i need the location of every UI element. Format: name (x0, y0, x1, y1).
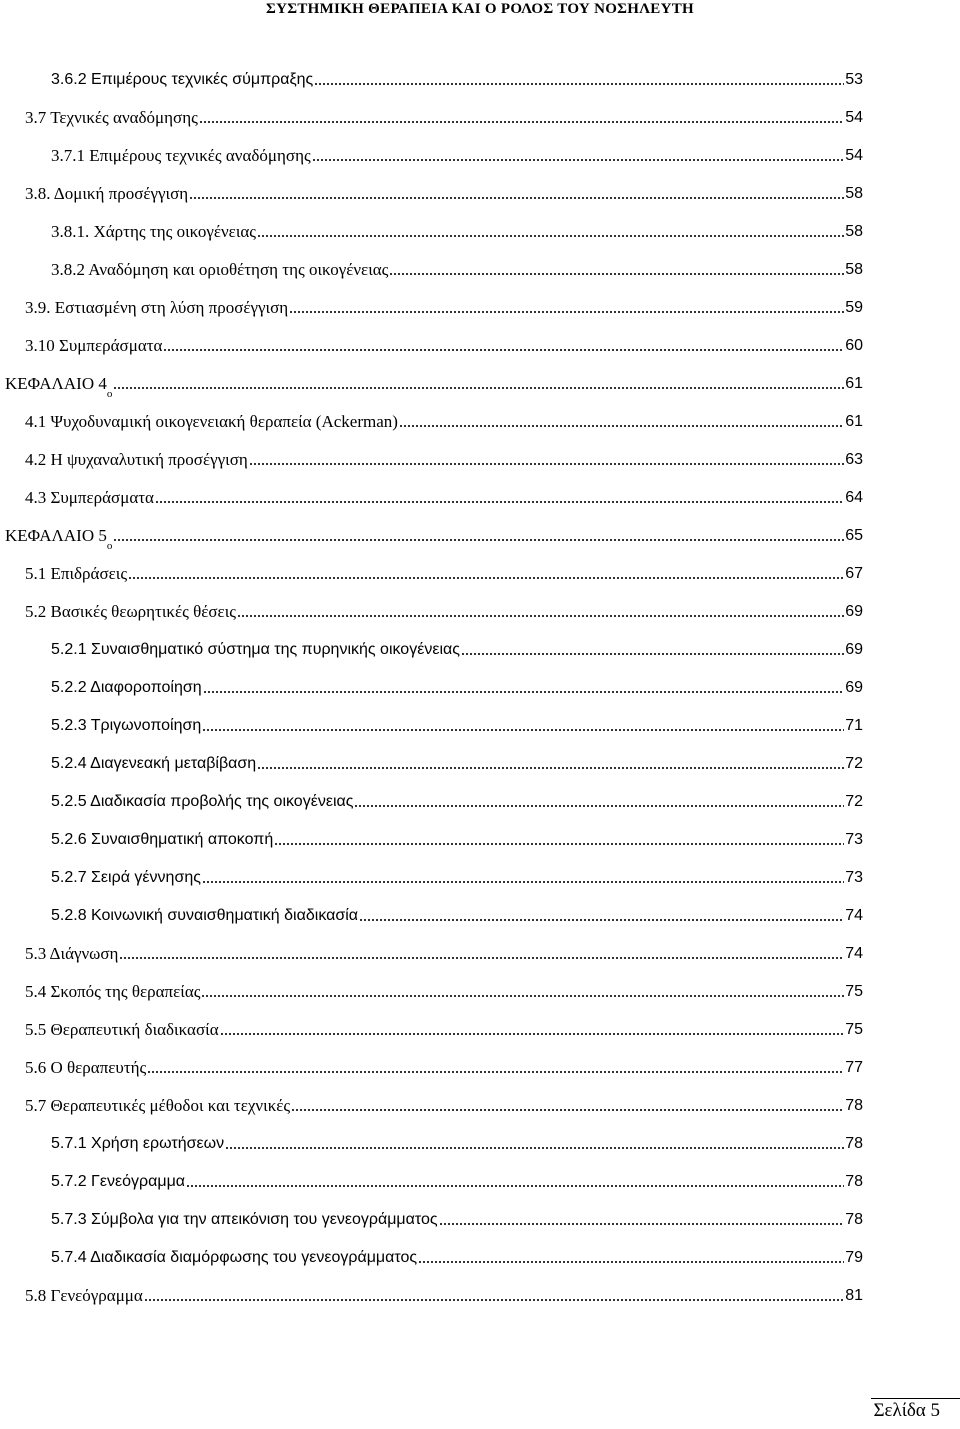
toc-entry-label: 4.3 Συμπεράσματα (25, 488, 154, 507)
toc-entry-page: 64 (845, 489, 863, 506)
toc-entry-label: 5.2.8 Κοινωνική συναισθηματική διαδικασία (51, 907, 359, 924)
toc-entry-page: 69 (845, 679, 863, 696)
toc-entry[interactable] (51, 750, 863, 774)
dot-leader (418, 1260, 844, 1264)
toc-entry[interactable] (51, 1244, 863, 1268)
dot-leader (312, 158, 845, 162)
toc-entry[interactable] (25, 332, 863, 356)
toc-entry[interactable]: ΚΕΦΑΛΑΙΟ 5 ο 65 (5, 526, 863, 552)
toc-entry-page: 75 (845, 1021, 863, 1038)
toc-entry-label: 5.2.1 Συναισθηματικό σύστημα της πυρηνικής οικογένειας (51, 641, 460, 658)
toc-entry-page: 65 (845, 527, 863, 544)
toc-entry-page: 69 (845, 641, 863, 658)
toc-entry-label: 4.2 Η ψυχαναλυτική προσέγγιση (25, 450, 248, 469)
dot-leader (439, 1222, 845, 1226)
toc-entry[interactable] (51, 636, 863, 660)
toc-entry[interactable] (51, 902, 863, 926)
toc-entry-page: 79 (845, 1249, 863, 1266)
toc-entry[interactable] (25, 180, 863, 204)
toc-entry-page: 63 (845, 451, 863, 468)
toc-entry-page: 78 (845, 1097, 863, 1114)
toc-entry-label: 3.8. Δομική προσέγγιση (25, 184, 189, 203)
toc-entry-page: 67 (845, 565, 863, 582)
toc-entry-page: 78 (845, 1173, 863, 1190)
dot-leader (163, 348, 844, 352)
toc-entry-page: 69 (845, 603, 863, 620)
toc-entry-label: 5.2.3 Τριγωνοποίηση (51, 717, 202, 734)
toc-entry[interactable] (51, 674, 863, 698)
toc-entry-label: 5.2 Βασικές θεωρητικές θέσεις (25, 602, 236, 621)
dot-leader (291, 1108, 844, 1112)
toc-entry-page: 74 (845, 907, 863, 924)
toc-entry[interactable] (51, 864, 863, 888)
toc-entry[interactable] (51, 826, 863, 850)
toc-entry-label: 5.2.5 Διαδικασία προβολής της οικογένειας (51, 793, 354, 810)
toc-entry[interactable] (25, 104, 863, 128)
dot-leader (359, 918, 844, 922)
dot-leader (389, 272, 844, 276)
dot-leader (203, 690, 845, 694)
toc-entry-page: 78 (845, 1211, 863, 1228)
toc-entry-label: 3.6.2 Επιμέρους τεχνικές σύμπραξης (51, 71, 314, 88)
toc-entry-label: 5.6 Ο θεραπευτής (25, 1058, 147, 1077)
dot-leader (225, 1146, 844, 1150)
toc-entry-page: 74 (845, 945, 863, 962)
toc-entry[interactable] (51, 256, 863, 280)
dot-leader (202, 728, 844, 732)
toc-entry-label: 5.7.2 Γενεόγραμμα (51, 1173, 186, 1190)
toc-entry-label: 3.9. Εστιασμένη στη λύση προσέγγιση (25, 298, 289, 317)
toc-entry-label: 5.7.4 Διαδικασία διαμόρφωσης του γενεογράμματος (51, 1249, 418, 1266)
toc-entry-label: 5.2.6 Συναισθηματική αποκοπή (51, 831, 274, 848)
toc-entry-label: ΚΕΦΑΛΑΙΟ 5 (5, 526, 107, 545)
toc-entry-page: 73 (845, 831, 863, 848)
toc-entry-page: 61 (845, 375, 863, 392)
dot-leader (202, 880, 844, 884)
dot-leader (155, 500, 844, 504)
toc-entry[interactable] (25, 408, 863, 432)
toc-entry[interactable] (51, 66, 863, 90)
toc-entry[interactable] (25, 1092, 863, 1116)
toc-entry[interactable] (25, 560, 863, 584)
toc-entry-label: 3.7.1 Επιμέρους τεχνικές αναδόμησης (51, 146, 311, 165)
toc-entry-page: 60 (845, 337, 863, 354)
dot-leader (128, 576, 844, 580)
dot-leader (220, 1032, 845, 1036)
toc-entry-label: 4.1 Ψυχοδυναμική οικογενειακή θεραπεία (Ackerman) (25, 412, 398, 431)
toc-entry-page: 54 (845, 147, 863, 164)
toc-entry-label: 5.2.4 Διαγενεακή μεταβίβαση (51, 755, 257, 772)
toc-entry[interactable] (51, 1168, 863, 1192)
toc-entry-label: ΚΕΦΑΛΑΙΟ 4 (5, 374, 107, 393)
dot-leader (201, 994, 844, 998)
dot-leader (249, 462, 844, 466)
toc-entry[interactable] (25, 598, 863, 622)
dot-leader (199, 120, 844, 124)
toc-entry-label: 5.2.2 Διαφοροποίηση (51, 679, 202, 696)
dot-leader (314, 82, 844, 86)
toc-entry-page: 53 (845, 71, 863, 88)
toc-entry-label: 3.8.1. Χάρτης της οικογένειας (51, 222, 257, 241)
toc-entry[interactable] (25, 446, 863, 470)
toc-entry-page: 61 (845, 413, 863, 430)
toc-entry-page: 59 (845, 299, 863, 316)
toc-entry-label: 5.5 Θεραπευτική διαδικασία (25, 1020, 219, 1039)
toc-entry-page: 58 (845, 185, 863, 202)
toc-entry-page: 78 (845, 1135, 863, 1152)
dot-leader (144, 1298, 844, 1302)
toc-entry[interactable] (51, 712, 863, 736)
toc-entry-label: 5.1 Επιδράσεις (25, 564, 128, 583)
page-number: Σελίδα 5 (873, 1400, 940, 1421)
toc-entry-page: 72 (845, 793, 863, 810)
toc-entry[interactable] (51, 788, 863, 812)
toc-entry-page: 81 (845, 1287, 863, 1304)
toc-entry-label: 5.7.1 Χρήση ερωτήσεων (51, 1135, 225, 1152)
toc-entry-page: 77 (845, 1059, 863, 1076)
dot-leader (257, 234, 844, 238)
running-header: ΣΥΣΤΗΜΙΚΗ ΘΕΡΑΠΕΙΑ ΚΑΙ Ο ΡΟΛΟΣ ΤΟΥ ΝΟΣΗΛΕΥΤΗ (265, 1, 695, 17)
footer-rule (871, 1398, 960, 1399)
dot-leader (461, 652, 844, 656)
toc-entry[interactable]: ΚΕΦΑΛΑΙΟ 4 ο 61 (5, 374, 863, 400)
dot-leader (289, 310, 844, 314)
dot-leader (274, 842, 844, 846)
dot-leader (113, 386, 844, 390)
toc-entry-label: 3.10 Συμπεράσματα (25, 336, 163, 355)
toc-entry-label: 5.2.7 Σειρά γέννησης (51, 869, 201, 886)
toc-entry[interactable] (25, 978, 863, 1002)
toc-entry-label: 5.3 Διάγνωση (25, 944, 119, 963)
toc-entry[interactable] (25, 1054, 863, 1078)
dot-leader (113, 538, 844, 542)
toc-entry-label: 3.8.2 Αναδόμηση και οριοθέτηση της οικογένειας (51, 260, 389, 279)
toc-entry[interactable] (51, 1130, 863, 1154)
dot-leader (399, 424, 844, 428)
toc-entry-page: 75 (845, 983, 863, 1000)
dot-leader (119, 956, 844, 960)
toc-entry-page: 73 (845, 869, 863, 886)
toc-entry-page: 71 (845, 717, 863, 734)
toc-entry-label: 3.7 Τεχνικές αναδόμησης (25, 108, 198, 127)
dot-leader (257, 766, 844, 770)
toc-entry[interactable] (25, 940, 863, 964)
toc-entry[interactable] (51, 218, 863, 242)
toc-entry-label: 5.7 Θεραπευτικές μέθοδοι και τεχνικές (25, 1096, 291, 1115)
dot-leader (186, 1184, 844, 1188)
toc-entry-page: 54 (845, 109, 863, 126)
toc-entry[interactable] (25, 1282, 863, 1306)
toc-entry-label: 5.8 Γενεόγραμμα (25, 1286, 143, 1305)
dot-leader (354, 804, 844, 808)
toc-entry[interactable] (51, 1206, 863, 1230)
toc-entry-page: 58 (845, 223, 863, 240)
dot-leader (147, 1070, 844, 1074)
toc-entry[interactable] (25, 294, 863, 318)
toc-entry-label: 5.7.3 Σύμβολα για την απεικόνιση του γενεογράμματος (51, 1211, 438, 1228)
toc-entry[interactable] (51, 142, 863, 166)
toc-entry[interactable] (25, 484, 863, 508)
toc-entry-page: 58 (845, 261, 863, 278)
toc-entry[interactable] (25, 1016, 863, 1040)
toc-entry-label: 5.4 Σκοπός της θεραπείας (25, 982, 201, 1001)
dot-leader (189, 196, 844, 200)
toc-entry-page: 72 (845, 755, 863, 772)
dot-leader (237, 614, 844, 618)
